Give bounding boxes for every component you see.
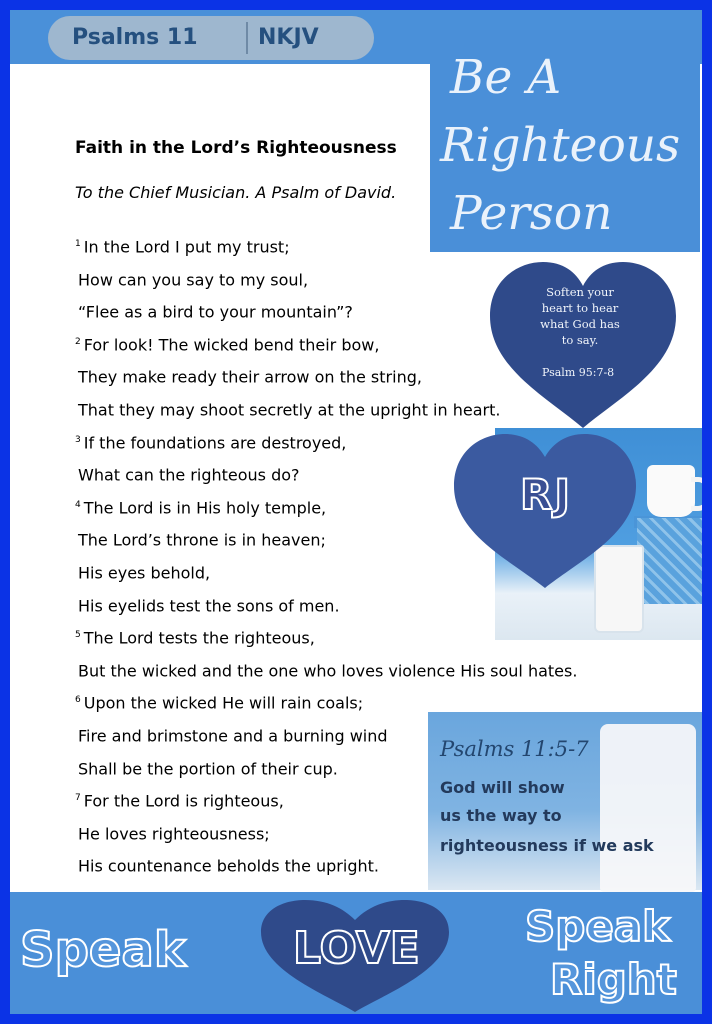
verse-text: They make ready their arrow on the string, (78, 367, 422, 387)
love-word: LOVE (293, 923, 420, 974)
verse-text: The Lord is in His holy temple, (83, 498, 327, 518)
verse-text: For the Lord is righteous, (83, 791, 284, 811)
patterned-box (637, 518, 702, 604)
milk-caption-line: us the way to (440, 806, 562, 825)
verse-number: 4 (75, 499, 81, 510)
verse-number: 5 (75, 630, 81, 641)
verse-text: The Lord’s throne is in heaven; (78, 530, 326, 550)
speak-word-left: Speak (20, 922, 186, 978)
version-label: NKJV (258, 25, 319, 50)
verse-text: He loves righteousness; (78, 824, 270, 844)
verse-number: 3 (75, 434, 81, 445)
verse-text: Shall be the portion of their cup. (78, 758, 338, 778)
righteous-text: Righteous (440, 118, 681, 173)
rj-monogram: RJ (520, 470, 572, 519)
verse-number: 1 (75, 239, 81, 249)
pitcher (647, 465, 695, 517)
heart-quote-line: heart to hear (541, 301, 619, 315)
verse-text: “Flee as a bird to your mountain”? (78, 302, 353, 322)
heart-quote-line: to say. (561, 333, 599, 347)
heart-quote-line: Soften your (546, 285, 614, 299)
speak-word-right: Speak (525, 902, 671, 951)
verse-text: How can you say to my soul, (78, 269, 309, 289)
verse-text: His eyelids test the sons of men. (78, 595, 340, 615)
psalm-page (10, 10, 702, 1014)
heart-quote-text (515, 284, 645, 348)
verse-number: 7 (75, 793, 81, 804)
pitcher-handle (691, 477, 702, 511)
passage-title: Faith in the Lord’s Righteousness (75, 138, 397, 158)
verse-text: That they may shoot secretly at the upright in heart. (78, 400, 501, 420)
verse-text: His countenance beholds the upright. (78, 856, 379, 876)
heart-quote-line: what God has (540, 317, 620, 331)
verse-text: The Lord tests the righteous, (83, 628, 315, 648)
verse-line (75, 656, 595, 689)
right-word: Right (550, 955, 677, 1004)
milk-panel-reference: Psalms 11:5-7 (440, 737, 589, 761)
verse-text: In the Lord I put my trust; (83, 237, 290, 257)
verse-text: But the wicked and the one who loves violence His soul hates. (78, 661, 578, 681)
heart-quote-reference: Psalm 95:7-8 (542, 366, 615, 379)
book-chapter-label: Psalms 11 (72, 25, 198, 50)
verse-text: For look! The wicked bend their bow, (83, 335, 380, 355)
verse-text: Upon the wicked He will rain coals; (83, 693, 364, 713)
verse-text: Fire and brimstone and a burning wind (78, 726, 388, 746)
verse-text: His eyes behold, (78, 563, 211, 583)
person-text: Person (450, 186, 613, 241)
verse-text: If the foundations are destroyed, (83, 432, 347, 452)
be-a-text: Be A (450, 50, 562, 105)
verse-number: 6 (75, 695, 81, 706)
milk-caption-line: righteousness if we ask (440, 836, 654, 855)
verse-text: What can the righteous do? (78, 465, 300, 485)
milk-glass-large (600, 724, 696, 892)
pill-divider (246, 22, 248, 54)
verse-number: 2 (75, 336, 81, 347)
milk-caption-line: God will show (440, 778, 565, 797)
passage-subtitle: To the Chief Musician. A Psalm of David. (75, 183, 397, 202)
